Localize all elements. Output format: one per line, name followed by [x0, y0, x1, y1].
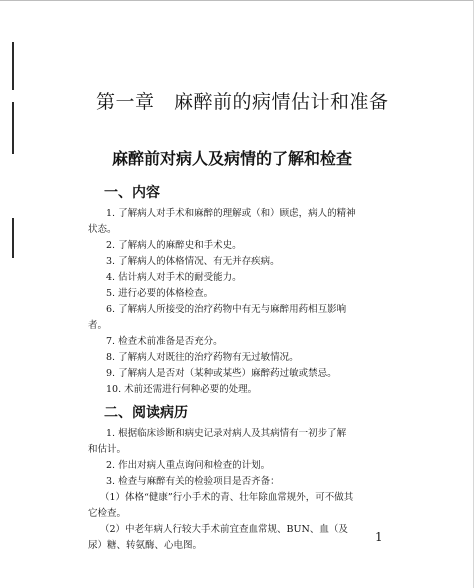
- chapter-title: 第一章 麻醉前的病情估计和准备: [96, 91, 389, 113]
- text-line: 7. 检查术前准备是否充分。: [106, 336, 223, 347]
- text-line: 它检查。: [88, 508, 127, 519]
- text-line: 5. 进行必要的体格检查。: [106, 288, 214, 299]
- margin-mark: [12, 218, 14, 258]
- text-line: 3. 检查与麻醉有关的检验项目是否齐备：: [106, 476, 280, 487]
- text-line: 2. 作出对病人重点询问和检查的计划。: [106, 460, 271, 471]
- text-line: 1. 根据临床诊断和病史记录对病人及其病情有一初步了解: [106, 428, 347, 439]
- text-line: 者。: [88, 320, 108, 331]
- text-line: 1. 了解病人对手术和麻醉的理解或（和）顾虑，病人的精神: [106, 208, 356, 219]
- text-line: 10. 术前还需进行何种必要的处理。: [106, 384, 258, 395]
- text-line: 4. 估计病人对手术的耐受能力。: [106, 272, 242, 283]
- section-title: 麻醉前对病人及病情的了解和检查: [112, 149, 353, 168]
- margin-mark: [12, 42, 14, 90]
- margin-mark: [12, 102, 14, 154]
- page-number: 1: [375, 530, 383, 544]
- text-line: 8. 了解病人对既往的治疗药物有无过敏情况。: [106, 352, 299, 363]
- text-line: 2. 了解病人的麻醉史和手术史。: [106, 240, 242, 251]
- heading-content: 一、内容: [104, 185, 160, 201]
- scan-edge-top: [0, 0, 474, 1]
- text-line: 6. 了解病人所接受的治疗药物中有无与麻醉用药相互影响: [106, 304, 347, 315]
- heading-history: 二、阅读病历: [104, 405, 188, 421]
- text-line: 和估计。: [88, 444, 127, 455]
- text-line: 9. 了解病人是否对（某种或某些）麻醉药过敏或禁忌。: [106, 368, 337, 379]
- text-line: 尿）糖、转氨酶、心电图。: [88, 540, 203, 551]
- text-line: 状态。: [88, 224, 117, 235]
- text-line: （1）体格“健康”行小手术的青、壮年除血常规外，可不做其: [100, 492, 354, 503]
- text-line: （2）中老年病人行较大手术前宜查血常规、BUN、血（及: [100, 524, 348, 535]
- text-line: 3. 了解病人的体格情况、有无并存疾病。: [106, 256, 280, 267]
